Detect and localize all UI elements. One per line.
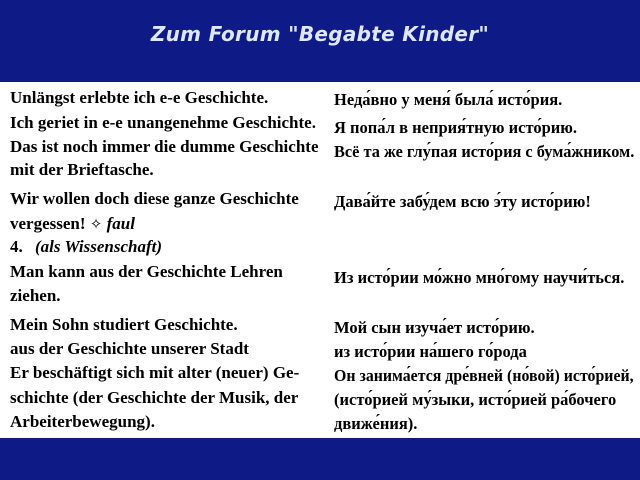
german-line: ziehen. <box>10 286 61 305</box>
german-line <box>10 237 162 257</box>
slide-title: Zum Forum "Begabte Kinder" <box>150 22 490 46</box>
german-line: Unlängst erlebte ich e-e Geschichte. <box>10 88 269 107</box>
german-meaning-label: faul <box>106 214 135 233</box>
meaning-number: 4. <box>10 237 23 256</box>
russian-line: движе́ния). <box>334 414 418 433</box>
russian-line: из исто́рии на́шего го́рода <box>334 342 527 361</box>
russian-line: Он занима́ется дре́вней (но́вой) исто́рией, <box>334 366 634 385</box>
german-line: Ich geriet in e-e unangenehme Geschichte. <box>10 113 316 132</box>
german-line: Wir wollen doch diese ganze Geschichte <box>10 189 299 208</box>
russian-line: Я попа́л в неприя́тную исто́рию. <box>334 118 578 137</box>
russian-line: Всё та же глу́пая исто́рия с бума́жником. <box>334 142 635 161</box>
german-line: schichte (der Geschichte der Musik, der <box>10 388 299 407</box>
russian-line: Мой сын изуча́ет исто́рию. <box>334 318 535 337</box>
german-line: Mein Sohn studiert Geschichte. <box>10 315 238 334</box>
german-line: Man kann aus der Geschichte Lehren <box>10 262 283 281</box>
diamond-icon: ✧ <box>89 217 103 233</box>
german-line: Arbeiterbewegung). <box>10 412 155 431</box>
slide-header <box>0 0 640 82</box>
german-line-text: vergessen! <box>10 214 86 233</box>
german-line: Er beschäftigt sich mit alter (neuer) Ge- <box>10 363 300 382</box>
german-line: aus der Geschichte unserer Stadt <box>10 339 249 358</box>
russian-line: Из исто́рии мо́жно мно́гому научи́ться. <box>334 268 625 287</box>
german-line: Das ist noch immer die dumme Geschichte <box>10 137 319 156</box>
german-meaning-label: (als Wissenschaft) <box>35 237 163 256</box>
slide-footer <box>0 438 640 480</box>
vocabulary-table <box>0 82 640 438</box>
german-line: mit der Brieftasche. <box>10 160 154 179</box>
russian-line: Дава́йте забу́дем всю э́ту исто́рию! <box>334 192 591 211</box>
russian-line: (исто́рией му́зыки, исто́рией ра́бочего <box>334 390 617 409</box>
russian-line: Неда́вно у меня́ была́ исто́рия. <box>334 90 563 109</box>
german-line <box>10 214 135 235</box>
